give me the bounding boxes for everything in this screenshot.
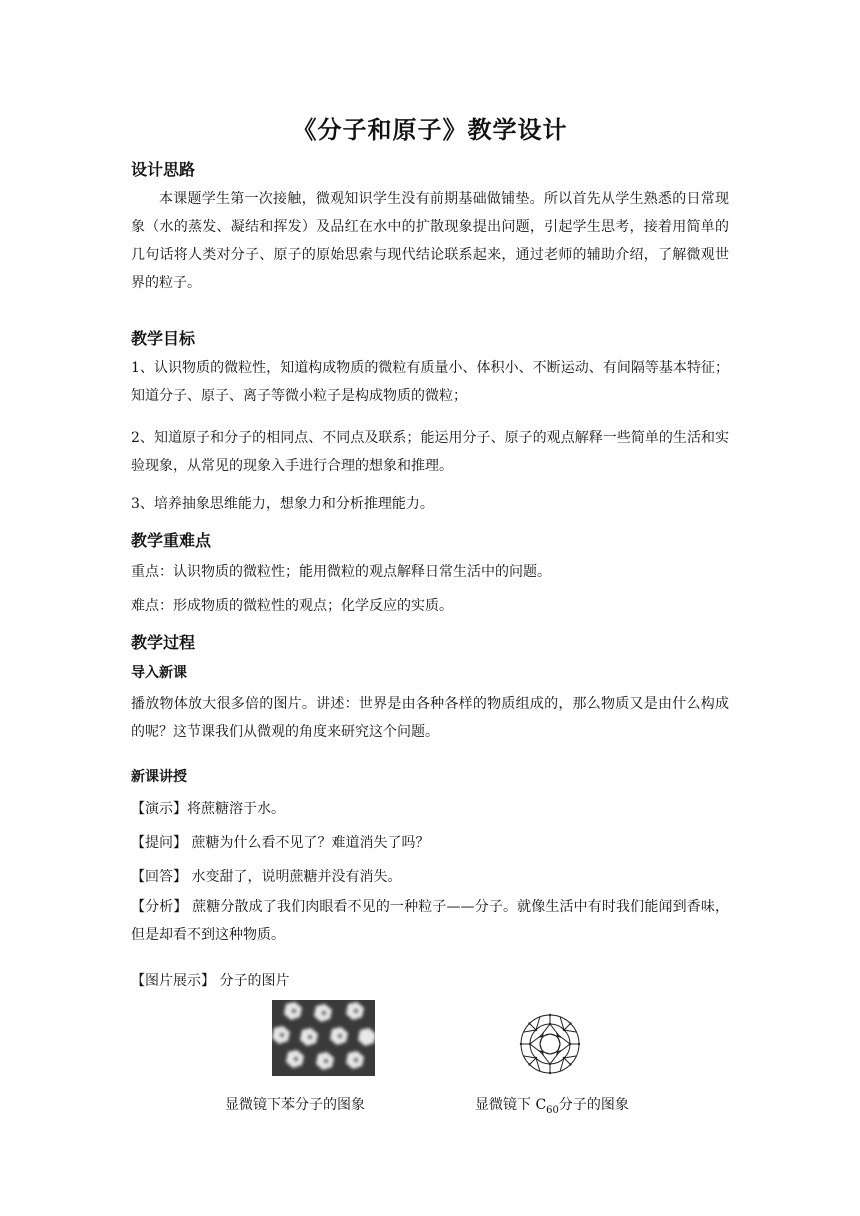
goal-item-2: 2、知道原子和分子的相同点、不同点及联系；能运用分子、原子的观点解释一些简单的生活和实验现象，从常见的现象入手进行合理的想象和推理。 [131,430,729,474]
heading-keypoints: 教学重难点 [131,531,212,550]
benzene-caption: 显微镜下苯分子的图象 [225,1097,365,1113]
goal-item-3: 3、培养抽象思维能力，想象力和分析推理能力。 [131,496,434,512]
answer-line: 【回答】 水变甜了，说明蔗糖并没有消失。 [131,869,402,885]
heading-goals: 教学目标 [131,329,196,348]
analysis-paragraph: 【分析】 蔗糖分散成了我们肉眼看不见的一种粒子——分子。就像生活中有时我们能闻到香味，但是却看不到这种物质。 [131,899,729,943]
intro-paragraph: 播放物体放大很多倍的图片。讲述：世界是由各种各样的物质组成的，那么物质又是由什么构成的呢？这节课我们从微观的角度来研究这个问题。 [131,696,729,740]
c60-caption-post: 分子的图象 [558,1097,629,1113]
heading-intro: 导入新课 [131,665,187,681]
document-title: 《分子和原子》教学设计 [292,116,568,144]
heading-process: 教学过程 [131,633,196,652]
heading-new-lesson: 新课讲授 [131,769,187,785]
keypoint-key: 重点：认识物质的微粒性；能用微粒的观点解释日常生活中的问题。 [131,564,551,580]
goal-item-1: 1、认识物质的微粒性，知道构成物质的微粒有质量小、体积小、不断运动、有间隔等基本特征；知道分子、原子、离子等微小粒子是构成物质的微粒； [131,360,729,404]
c60-caption [475,1094,629,1116]
ask-line: 【提问】 蔗糖为什么看不见了？难道消失了吗？ [131,835,430,851]
picture-line: 【图片展示】 分子的图片 [131,973,290,989]
c60-molecule-image [518,1012,582,1076]
benzene-microscope-image [272,1000,375,1076]
c60-caption-pre: 显微镜下 C [475,1097,547,1113]
design-paragraph: 本课题学生第一次接触，微观知识学生没有前期基础做铺垫。所以首先从学生熟悉的日常现象（水的蒸发、凝结和挥发）及品红在水中的扩散现象提出问题，引起学生思考，接着用简单的几句话将人类对分子、原子的原始思索与现代结论联系起来，通过老师的辅助介绍，了解微观世界的粒子。 [131,191,729,291]
keypoint-difficult: 难点：形成物质的微粒性的观点；化学反应的实质。 [131,598,453,614]
c60-caption-subscript: 60 [546,1104,559,1116]
demo-line: 【演示】将蔗糖溶于水。 [131,801,285,817]
heading-design: 设计思路 [131,160,196,179]
